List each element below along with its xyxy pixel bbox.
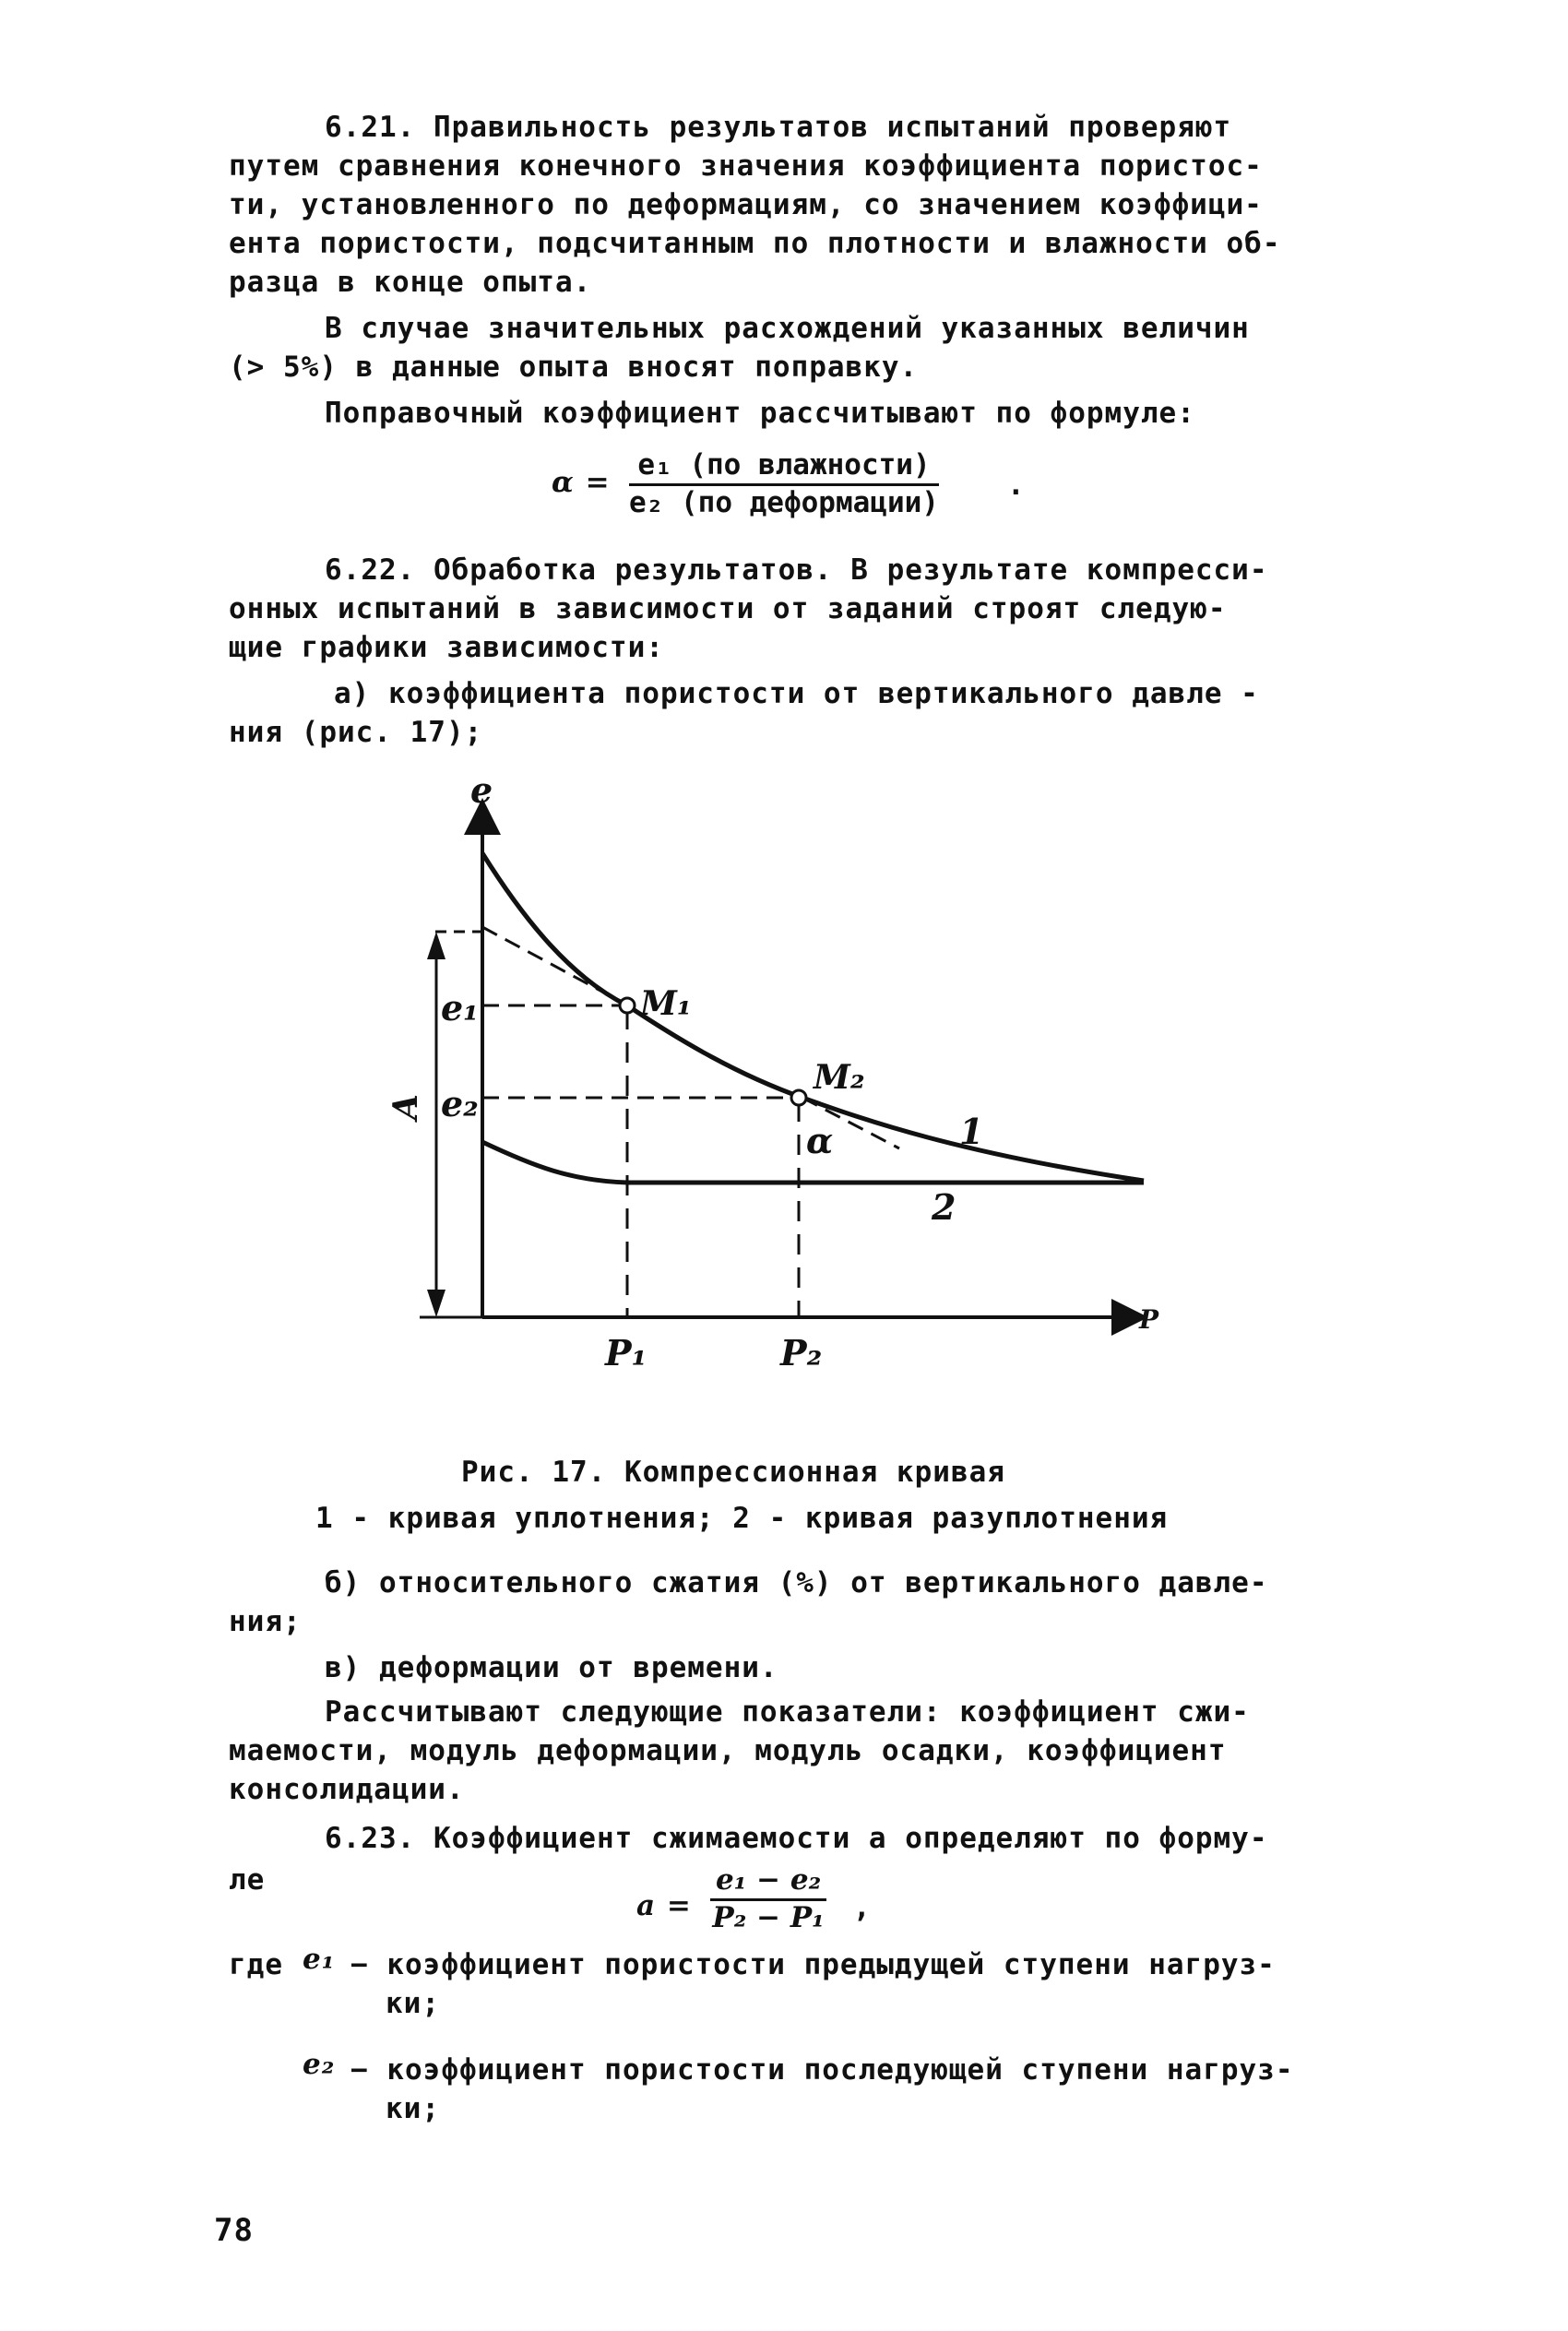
text-line: ента пористости, подсчитанным по плотности и влажности об-	[229, 227, 1281, 260]
x-axis-label: P	[1139, 1304, 1159, 1335]
text-line: щие графики зависимости:	[229, 631, 664, 664]
def-symbol: e₂	[303, 2048, 336, 2081]
curve2-label: 2	[932, 1186, 956, 1228]
m1-label: M₁	[640, 984, 692, 1023]
text-line: ния;	[229, 1605, 302, 1638]
text-line: онных испытаний в зависимости от заданий строят следую-	[229, 592, 1227, 625]
formula-lhs: a =	[636, 1889, 692, 1922]
text-line: Поправочный коэффициент рассчитывают по формуле:	[325, 397, 1195, 430]
alpha-label: α	[806, 1120, 834, 1161]
text-line: (> 5%) в данные опыта вносят поправку.	[229, 351, 919, 384]
text-line: 6.22. Обработка результатов. В результате компресси-	[325, 553, 1268, 587]
p1-label: P₁	[605, 1332, 647, 1374]
text-line: консолидации.	[229, 1773, 465, 1806]
curve1-label: 1	[959, 1111, 984, 1152]
text-line: 6.21. Правильность результатов испытаний проверяют	[325, 111, 1232, 144]
def-text: − коэффициент пористости последующей ступени нагруз-	[350, 2053, 1294, 2087]
formula-numerator: e₁ (по влажности)	[629, 448, 939, 486]
formula-tail: .	[1007, 469, 1026, 502]
page-number: 78	[214, 2212, 254, 2249]
formula-denominator: e₂ (по деформации)	[629, 486, 939, 519]
m2-label: M₂	[814, 1058, 865, 1097]
def-text-cont: ки;	[386, 2092, 440, 2125]
formula-denominator: P₂ − P₁	[712, 1901, 825, 1934]
p2-label: P₂	[780, 1332, 823, 1374]
figure-caption: Рис. 17. Компрессионная кривая	[461, 1456, 1005, 1489]
def-symbol: e₁	[303, 1943, 336, 1976]
text-line: а) коэффициента пористости от вертикального давле -	[334, 677, 1259, 710]
text-line: в) деформации от времени.	[325, 1651, 778, 1684]
text-line: б) относительного сжатия (%) от вертикального давле-	[325, 1566, 1268, 1600]
point-m1	[620, 998, 635, 1013]
def-text-cont: ки;	[386, 1987, 440, 2020]
where-label: где	[229, 1948, 283, 1981]
a-label: A	[386, 1094, 425, 1120]
text-line: маемости, модуль деформации, модуль осадки, коэффициент	[229, 1734, 1227, 1767]
text-line: ния (рис. 17);	[229, 716, 483, 749]
text-line: ти, установленного по деформациям, со значением коэффици-	[229, 188, 1263, 221]
text-line: путем сравнения конечного значения коэффициента пористос-	[229, 149, 1263, 183]
compressibility-formula-fraction	[710, 1863, 826, 1934]
text-line: В случае значительных расхождений указанных величин	[325, 312, 1250, 345]
formula-tail: ,	[853, 1891, 872, 1924]
text-line: ле	[229, 1863, 266, 1897]
def-text: − коэффициент пористости предыдущей ступени нагруз-	[350, 1948, 1276, 1981]
text-line: разца в конце опыта.	[229, 266, 592, 299]
text-line: Рассчитывают следующие показатели: коэффициент сжи-	[325, 1695, 1250, 1729]
formula-lhs: α =	[552, 466, 611, 499]
formula-numerator: e₁ − e₂	[710, 1863, 826, 1901]
e1-label: e₁	[441, 987, 479, 1029]
point-m2	[791, 1090, 806, 1105]
figure-legend: 1 - кривая уплотнения; 2 - кривая разуплотнения	[315, 1502, 1169, 1535]
text-line: 6.23. Коэффициент сжимаемости a определяют по форму-	[325, 1822, 1268, 1855]
y-axis-label: e	[470, 769, 493, 811]
e2-label: e₂	[441, 1083, 479, 1124]
